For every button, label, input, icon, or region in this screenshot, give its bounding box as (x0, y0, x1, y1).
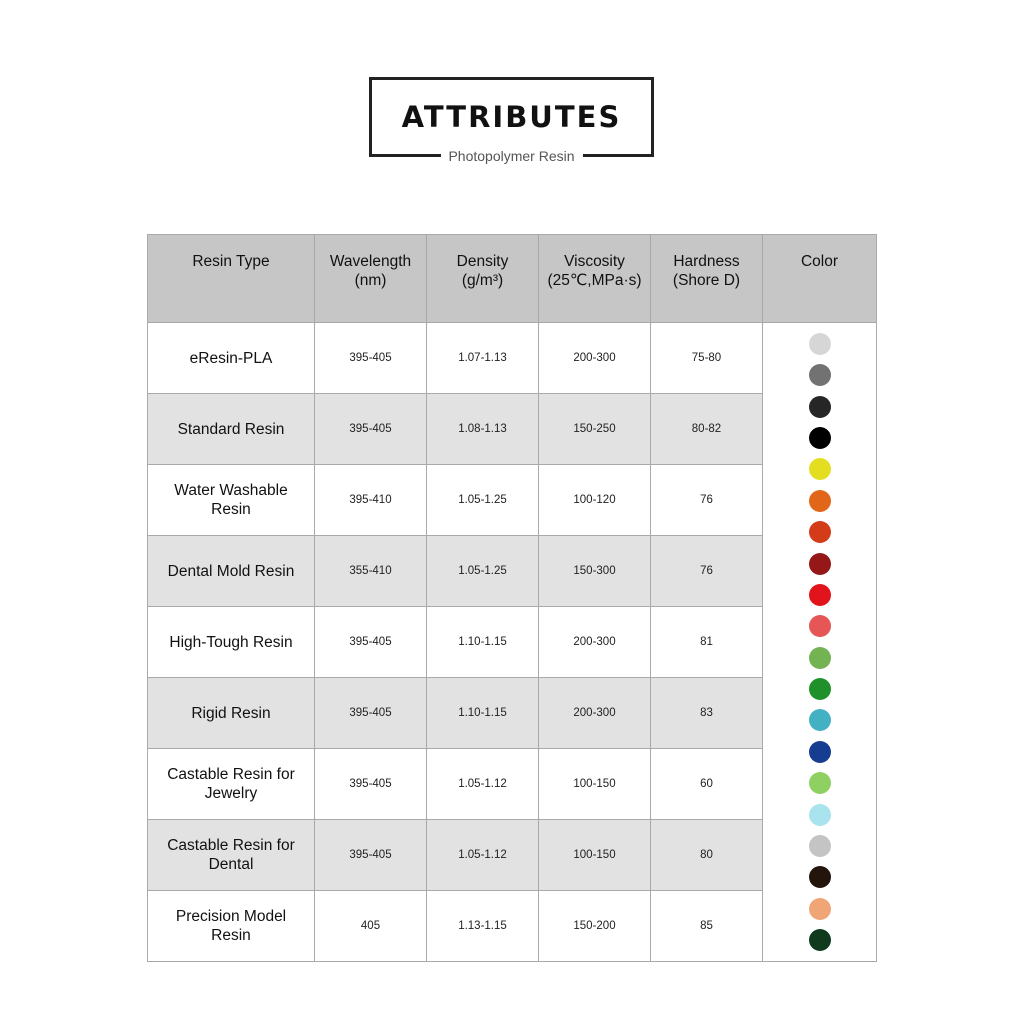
color-swatch-orange (809, 490, 831, 512)
color-swatch-red (809, 584, 831, 606)
cell-viscosity: 200-300 (539, 607, 651, 678)
cell-wavelength: 405 (315, 891, 427, 962)
cell-wavelength: 395-405 (315, 820, 427, 891)
cell-viscosity: 200-300 (539, 323, 651, 394)
cell-resin-type: Precision Model Resin (148, 891, 315, 962)
cell-density: 1.10-1.15 (427, 607, 539, 678)
page-title: ATTRIBUTES (401, 100, 622, 134)
cell-wavelength: 395-405 (315, 323, 427, 394)
color-swatch-yellow (809, 458, 831, 480)
color-swatch-translucent-cyan (809, 804, 831, 826)
color-swatch-salmon-red (809, 615, 831, 637)
color-swatch-dark-red (809, 553, 831, 575)
table-row (148, 323, 877, 394)
cell-density: 1.05-1.12 (427, 749, 539, 820)
cell-viscosity: 100-150 (539, 749, 651, 820)
cell-density: 1.10-1.15 (427, 678, 539, 749)
cell-viscosity: 150-250 (539, 394, 651, 465)
header-color: Color (763, 235, 877, 323)
cell-viscosity: 100-120 (539, 465, 651, 536)
cell-density: 1.07-1.13 (427, 323, 539, 394)
cell-wavelength: 395-410 (315, 465, 427, 536)
table-header-row (148, 235, 877, 323)
cell-density: 1.13-1.15 (427, 891, 539, 962)
cell-hardness: 85 (651, 891, 763, 962)
cell-hardness: 83 (651, 678, 763, 749)
title-box (369, 77, 654, 164)
cell-viscosity: 150-300 (539, 536, 651, 607)
cell-resin-type: Standard Resin (148, 394, 315, 465)
color-swatch-light-green (809, 647, 831, 669)
cell-viscosity: 150-200 (539, 891, 651, 962)
color-swatch-navy-blue (809, 741, 831, 763)
cell-hardness: 60 (651, 749, 763, 820)
cell-wavelength: 355-410 (315, 536, 427, 607)
cell-wavelength: 395-405 (315, 394, 427, 465)
cell-resin-type: Castable Resin for Dental (148, 820, 315, 891)
color-swatch-light-gray (809, 333, 831, 355)
color-swatch-green (809, 678, 831, 700)
header-density: Density (g/m³) (427, 235, 539, 323)
cell-resin-type: eResin-PLA (148, 323, 315, 394)
cell-wavelength: 395-405 (315, 607, 427, 678)
cell-viscosity: 100-150 (539, 820, 651, 891)
header-resin-type: Resin Type (148, 235, 315, 323)
color-swatch-column (763, 323, 877, 962)
cell-resin-type: Water Washable Resin (148, 465, 315, 536)
table-body (148, 323, 877, 962)
cell-hardness: 81 (651, 607, 763, 678)
cell-viscosity: 200-300 (539, 678, 651, 749)
attributes-table (147, 234, 877, 962)
color-swatch-translucent-green (809, 772, 831, 794)
header-viscosity: Viscosity (25℃,MPa·s) (539, 235, 651, 323)
color-swatch-red-orange (809, 521, 831, 543)
cell-wavelength: 395-405 (315, 678, 427, 749)
color-swatch-translucent-gray (809, 835, 831, 857)
cell-hardness: 76 (651, 465, 763, 536)
cell-hardness: 80 (651, 820, 763, 891)
cell-resin-type: Rigid Resin (148, 678, 315, 749)
cell-resin-type: Dental Mold Resin (148, 536, 315, 607)
cell-hardness: 80-82 (651, 394, 763, 465)
color-swatch-teal (809, 709, 831, 731)
header-wavelength: Wavelength (nm) (315, 235, 427, 323)
color-swatch-list (769, 333, 870, 951)
color-swatch-dark-green (809, 929, 831, 951)
cell-density: 1.05-1.25 (427, 465, 539, 536)
color-swatch-gray (809, 364, 831, 386)
cell-density: 1.05-1.12 (427, 820, 539, 891)
cell-density: 1.08-1.13 (427, 394, 539, 465)
cell-hardness: 75-80 (651, 323, 763, 394)
cell-density: 1.05-1.25 (427, 536, 539, 607)
header-hardness: Hardness (Shore D) (651, 235, 763, 323)
cell-resin-type: Castable Resin for Jewelry (148, 749, 315, 820)
color-swatch-dark-brown (809, 866, 831, 888)
page-subtitle: Photopolymer Resin (440, 148, 582, 164)
cell-wavelength: 395-405 (315, 749, 427, 820)
color-swatch-black (809, 427, 831, 449)
cell-resin-type: High-Tough Resin (148, 607, 315, 678)
color-swatch-dark-gray (809, 396, 831, 418)
cell-hardness: 76 (651, 536, 763, 607)
color-swatch-skin-peach (809, 898, 831, 920)
